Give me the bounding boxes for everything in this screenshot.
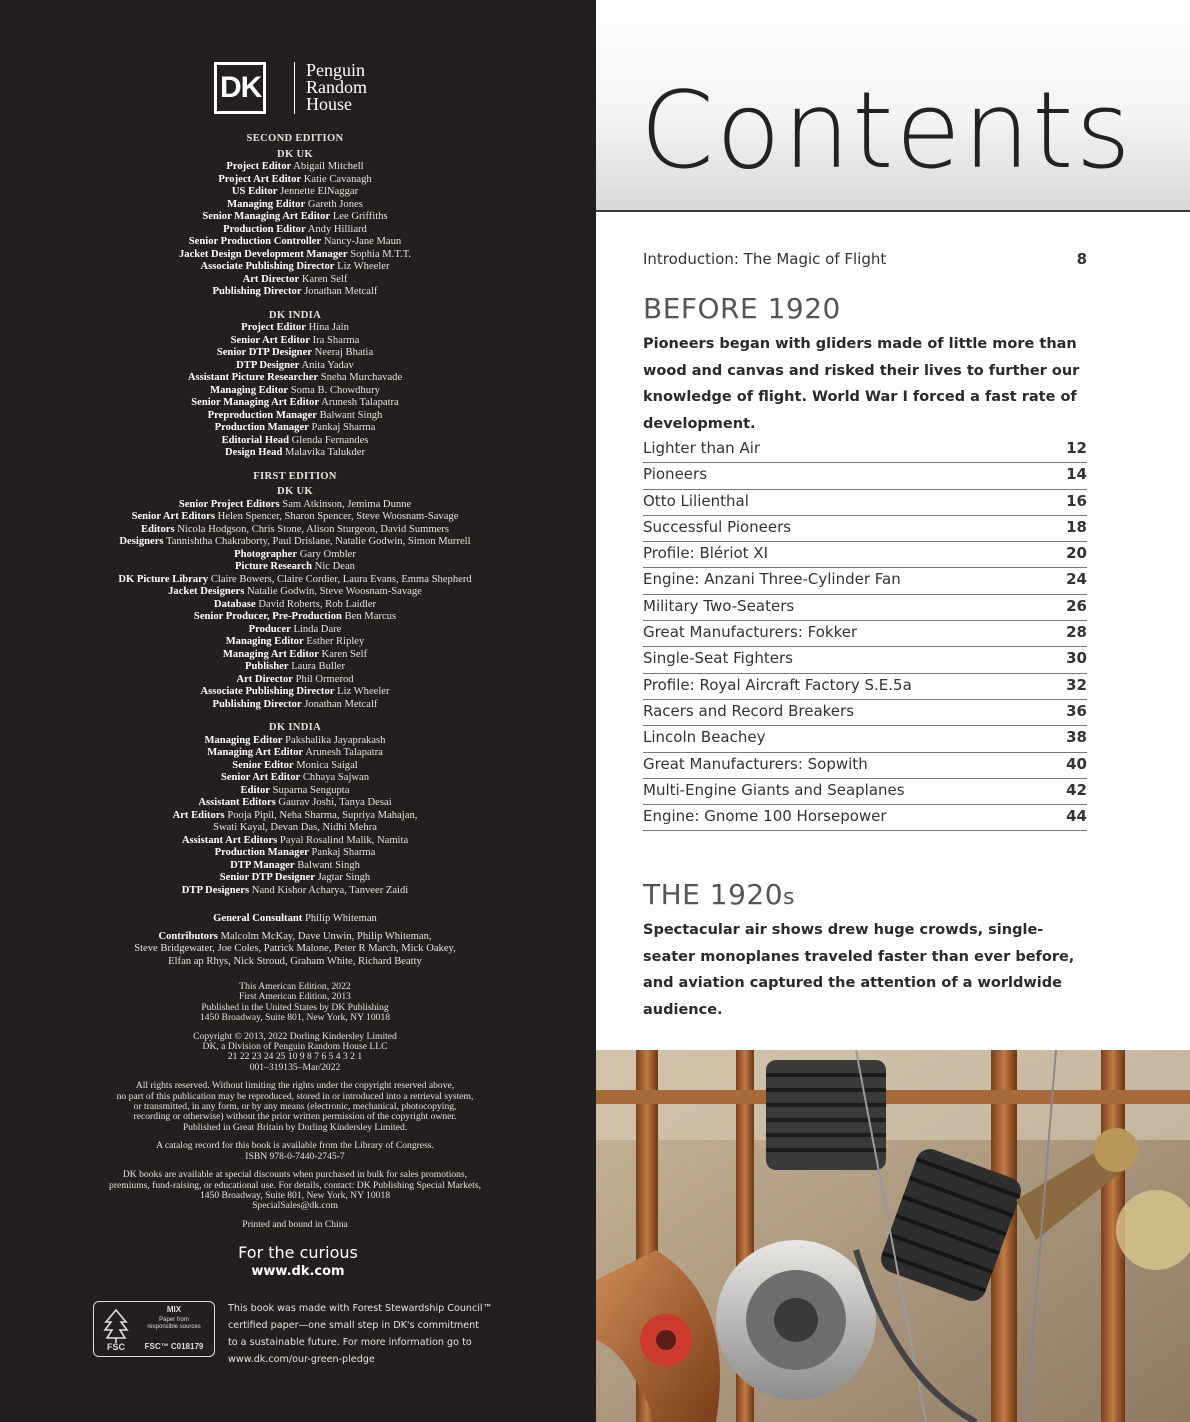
toc-entry-page: 38 <box>1066 728 1087 747</box>
credit-line: Art Director Karen Self <box>242 273 348 285</box>
section-1920s <box>643 878 1089 1023</box>
section-title: BEFORE 1920 <box>643 292 841 325</box>
svg-text:FSC: FSC <box>107 1342 125 1350</box>
toc-entry-page: 16 <box>1066 491 1087 510</box>
info-line: All rights reserved. Without limiting the rights under the copyright reserved above, <box>135 1080 455 1092</box>
toc-entry-page: 30 <box>1066 649 1087 668</box>
info-line: 21 22 23 24 25 10 9 8 7 6 5 4 3 2 1 <box>227 1051 363 1063</box>
credit-line: Art Editors Pooja Pipil, Neha Sharma, Supriya Mahajan, <box>172 809 418 821</box>
credit-line: Assistant Art Editors Payal Rosalind Malik, Namita <box>181 834 409 846</box>
credit-line: Assistant Picture Researcher Sneha Murchavade <box>187 372 403 383</box>
dk-india-heading: DK INDIA <box>268 309 322 321</box>
credit-line: Production Editor Andy Hilliard <box>223 223 367 235</box>
fsc-tree-icon <box>102 1308 130 1350</box>
toc-entry-page: 14 <box>1066 465 1087 484</box>
credit-line: DTP Designers Nand Kishor Acharya, Tanveer Zaidi <box>181 884 409 896</box>
info-line: This American Edition, 2022 <box>239 981 351 992</box>
edition-info <box>60 982 530 1024</box>
toc-entry[interactable] <box>643 805 1087 831</box>
info-line: premiums, fund-raising, or educational use. For details, contact: DK Publishing Special Markets, <box>109 1179 481 1191</box>
toc-entry-title: Pioneers <box>643 465 708 484</box>
toc-entry-page: 44 <box>1066 807 1087 826</box>
section-before-1920 <box>643 292 1089 437</box>
engine-photo <box>596 1050 1190 1422</box>
info-line: no part of this publication may be reproduced, stored in or introduced into a retrieval system, <box>116 1090 474 1102</box>
section-title: THE 1920s <box>643 878 795 911</box>
toc-entry-page: 36 <box>1066 701 1087 720</box>
credit-line: Project Editor Abigail Mitchell <box>226 161 364 172</box>
toc-entry-title: Military Two-Seaters <box>643 596 795 615</box>
credit-line: DTP Designer Anita Yadav <box>236 359 354 371</box>
credits-text <box>60 130 530 1230</box>
toc-entry[interactable] <box>643 674 1087 700</box>
toc-entry[interactable] <box>643 437 1087 463</box>
toc-entry[interactable] <box>643 516 1087 542</box>
toc-entry-page: 24 <box>1066 570 1087 589</box>
credit-line: DK Picture Library Claire Bowers, Claire Cordier, Laura Evans, Emma Shepherd <box>118 573 472 585</box>
toc-entry-page: 28 <box>1066 623 1087 642</box>
credit-line: Senior Art Editor Chhaya Sajwan <box>220 772 370 783</box>
credit-line: Managing Editor Pakshalika Jayaprakash <box>204 734 386 746</box>
toc-entry-title: Otto Lilienthal <box>643 491 749 510</box>
section-description: Pioneers began with gliders made of little more than wood and canvas and risked their lives to further our knowledge of flight. World War I forced a fast rate of development. <box>643 336 1080 432</box>
dk-uk-heading-2: DK UK <box>277 486 313 497</box>
info-line: or transmitted, in any form, or by any means (electronic, mechanical, photocopying, <box>133 1101 457 1113</box>
dk-india-credits <box>60 322 530 460</box>
credit-line: Associate Publishing Director Liz Wheeler <box>200 686 390 697</box>
credit-line: Picture Research Nic Dean <box>235 561 355 572</box>
info-line: 001–319135–Mar/2022 <box>249 1061 341 1073</box>
toc-entry[interactable] <box>643 753 1087 779</box>
info-line: ISBN 978-0-7440-2745-7 <box>245 1150 345 1162</box>
credit-line: Editor Suparna Sengupta <box>240 784 350 796</box>
dk-uk-heading: DK UK <box>277 148 313 160</box>
toc-entry[interactable] <box>643 621 1087 647</box>
toc-entry[interactable] <box>643 568 1087 594</box>
toc-entry-page: 42 <box>1066 780 1087 799</box>
second-edition-heading: SECOND EDITION <box>246 133 344 144</box>
credit-line: Senior Managing Art Editor Lee Griffiths <box>202 211 388 222</box>
info-line: DK books are available at special discounts when purchased in bulk for sales promotions, <box>122 1169 468 1181</box>
info-line: A catalog record for this book is available from the Library of Congress. <box>156 1140 434 1152</box>
toc-entry[interactable] <box>643 595 1087 621</box>
toc-entry-title: Profile: Blériot XI <box>643 544 769 563</box>
logo-divider <box>294 62 295 114</box>
sales-info <box>60 1170 530 1212</box>
toc-intro-entry[interactable]: Introduction: The Magic of Flight 8 <box>643 250 1087 268</box>
fsc-badge: FSC MIX Paper from responsible sources FSC™ C018179 <box>93 1301 215 1357</box>
credit-line: Photographer Gary Ombler <box>234 548 356 560</box>
penguin-random-house-wordmark: Penguin Random House <box>306 60 367 114</box>
credit-line: Project Art Editor Katie Cavanagh <box>218 173 372 185</box>
credit-line: Project Editor Hina Jain <box>241 322 349 333</box>
toc-entry-title: Single-Seat Fighters <box>643 649 793 668</box>
toc-entry-page: 12 <box>1066 439 1087 457</box>
toc-entry[interactable] <box>643 490 1087 516</box>
toc-entry[interactable] <box>643 779 1087 805</box>
credit-line: Managing Art Editor Karen Self <box>222 648 368 660</box>
toc-entry-page: 40 <box>1066 754 1087 773</box>
contents-header <box>596 0 1190 212</box>
toc-entry-page: 18 <box>1066 517 1087 536</box>
toc-entry-page: 20 <box>1066 544 1087 563</box>
credit-line: Production Manager Pankaj Sharma <box>214 422 376 433</box>
info-line: 1450 Broadway, Suite 801, New York, NY 10018 <box>199 1189 391 1201</box>
credit-line: Publishing Director Jonathan Metcalf <box>212 286 378 297</box>
printed-info: Printed and bound in China <box>242 1218 348 1230</box>
toc-entry-title: Lincoln Beachey <box>643 728 766 747</box>
info-line: Published in the United States by DK Publishing <box>201 1001 389 1013</box>
info-line: First American Edition, 2013 <box>239 991 351 1003</box>
credit-line: Publisher Laura Buller <box>244 661 346 672</box>
section-description: Spectacular air shows drew huge crowds, single-seater monoplanes traveled faster than ever before, and aviation captured the attention of a worldwide audience. <box>643 922 1075 1018</box>
credit-line: DTP Manager Balwant Singh <box>230 859 360 871</box>
toc-entry-title: Profile: Royal Aircraft Factory S.E.5a <box>643 675 912 694</box>
info-line: Copyright © 2013, 2022 Dorling Kindersley Limited <box>193 1030 397 1042</box>
for-the-curious: For the curious www.dk.com <box>0 1243 596 1279</box>
toc-entry[interactable] <box>643 647 1087 673</box>
credit-line: Design Head Malavika Talukder <box>224 447 365 458</box>
toc-list <box>643 437 1087 831</box>
credit-line: Jacket Design Development Manager Sophia M.T.T. <box>178 248 412 260</box>
credit-line: Producer Linda Dare <box>248 623 342 635</box>
credit-line: Art Director Phil Ormerod <box>236 673 354 685</box>
credit-line: Senior DTP Designer Jagtar Singh <box>219 872 371 883</box>
credit-line: Database David Roberts, Rob Laidler <box>213 598 377 610</box>
dk-penguin-logo <box>214 62 414 118</box>
info-line: Published in Great Britain by Dorling Kindersley Limited. <box>182 1121 408 1133</box>
dk-uk-credits <box>60 161 530 299</box>
toc-entry-title: Lighter than Air <box>643 439 761 457</box>
toc-entry[interactable] <box>643 463 1087 489</box>
credit-line: Senior Managing Art Editor Arunesh Talapatra <box>191 397 399 408</box>
credit-line: Editors Nicola Hodgson, Chris Stone, Alison Sturgeon, David Summers <box>141 523 449 535</box>
credit-line: Senior Art Editors Helen Spencer, Sharon Spencer, Steve Woosnam-Savage <box>131 511 459 522</box>
credit-line: Managing Editor Esther Ripley <box>225 636 365 647</box>
green-pledge-link[interactable]: www.dk.com/our-green-pledge <box>228 1354 375 1365</box>
credit-line: Senior Project Editors Sam Atkinson, Jemima Dunne <box>178 498 412 510</box>
credit-line: Editorial Head Glenda Fernandes <box>221 434 369 446</box>
info-line: DK, a Division of Penguin Random House LLC <box>202 1041 388 1053</box>
toc-entry-title: Engine: Anzani Three-Cylinder Fan <box>643 570 901 589</box>
credit-line: Publishing Director Jonathan Metcalf <box>212 698 378 710</box>
dk-website-link[interactable]: www.dk.com <box>251 1264 345 1279</box>
dk-logo-icon: DK <box>214 62 266 114</box>
dk-india-first-credits <box>60 735 530 898</box>
copyright-info <box>60 1032 530 1074</box>
credit-line: Senior Editor Monica Saigal <box>232 759 358 771</box>
toc-entry-title: Multi-Engine Giants and Seaplanes <box>643 780 905 799</box>
toc-entry-page: 26 <box>1066 596 1087 615</box>
credit-line: US Editor Jennette ElNaggar <box>231 186 359 197</box>
credit-line: Designers Tannishtha Chakraborty, Paul Drislane, Natalie Godwin, Simon Murrell <box>119 536 471 547</box>
credit-line: Managing Art Editor Arunesh Talapatra <box>207 747 383 758</box>
credit-line: Senior Production Controller Nancy-Jane Maun <box>188 236 402 247</box>
toc-entry-title: Great Manufacturers: Fokker <box>643 623 858 642</box>
catalog-info <box>60 1141 530 1162</box>
credit-line: Senior DTP Designer Neeraj Bhatia <box>216 347 374 358</box>
fsc-note: This book was made with Forest Stewardship Council™ certified paper—one small step in DK's commitment to a sustainable future. For more information go to www.dk.com/our-green-pledge <box>228 1300 518 1368</box>
credit-line: Production Manager Pankaj Sharma <box>214 847 376 858</box>
credit-line: Senior Art Editor Ira Sharma <box>230 334 360 346</box>
info-line: 1450 Broadway, Suite 801, New York, NY 10018 <box>199 1012 391 1024</box>
general-consultant: General Consultant Philip Whiteman <box>213 913 377 924</box>
rights-info <box>60 1081 530 1133</box>
info-line: recording or otherwise) without the prior written permission of the copyright owner. <box>133 1111 457 1123</box>
info-line: SpecialSales@dk.com <box>252 1200 338 1212</box>
contributors: Contributors Malcolm McKay, Dave Unwin, Philip Whiteman, Steve Bridgewater, Joe Coles, Patrick Malone, Peter R March, Mick Oakey, Elfan ap Rhys, Nick Stroud, Graham White, Richard Beatty <box>134 930 456 967</box>
credit-line: Associate Publishing Director Liz Wheeler <box>200 261 390 272</box>
toc-entry[interactable] <box>643 542 1087 568</box>
toc-entry-title: Successful Pioneers <box>643 517 792 536</box>
credit-line: Assistant Editors Gaurav Joshi, Tanya Desai <box>198 797 392 808</box>
credit-line: Swati Kayal, Devan Das, Nidhi Mehra <box>213 822 377 833</box>
credit-line: Preproduction Manager Balwant Singh <box>207 409 383 421</box>
toc-entry-title: Great Manufacturers: Sopwith <box>643 754 868 773</box>
toc-entry-page: 32 <box>1066 675 1087 694</box>
toc-entry[interactable] <box>643 726 1087 752</box>
toc-entry-title: Racers and Record Breakers <box>643 701 855 720</box>
credit-line: Managing Editor Soma B. Chowdhury <box>210 384 380 396</box>
toc-entry[interactable] <box>643 700 1087 726</box>
credit-line: Senior Producer, Pre-Production Ben Marcus <box>193 611 397 622</box>
dk-india-heading-2: DK INDIA <box>268 722 322 733</box>
dk-uk-first-credits <box>60 499 530 712</box>
first-edition-heading: FIRST EDITION <box>253 470 337 482</box>
credit-line: Jacket Designers Natalie Godwin, Steve Woosnam-Savage <box>168 586 422 597</box>
page-title: Contents <box>640 69 1133 192</box>
credit-line: Managing Editor Gareth Jones <box>227 198 363 210</box>
toc-entry-title: Engine: Gnome 100 Horsepower <box>643 807 887 826</box>
